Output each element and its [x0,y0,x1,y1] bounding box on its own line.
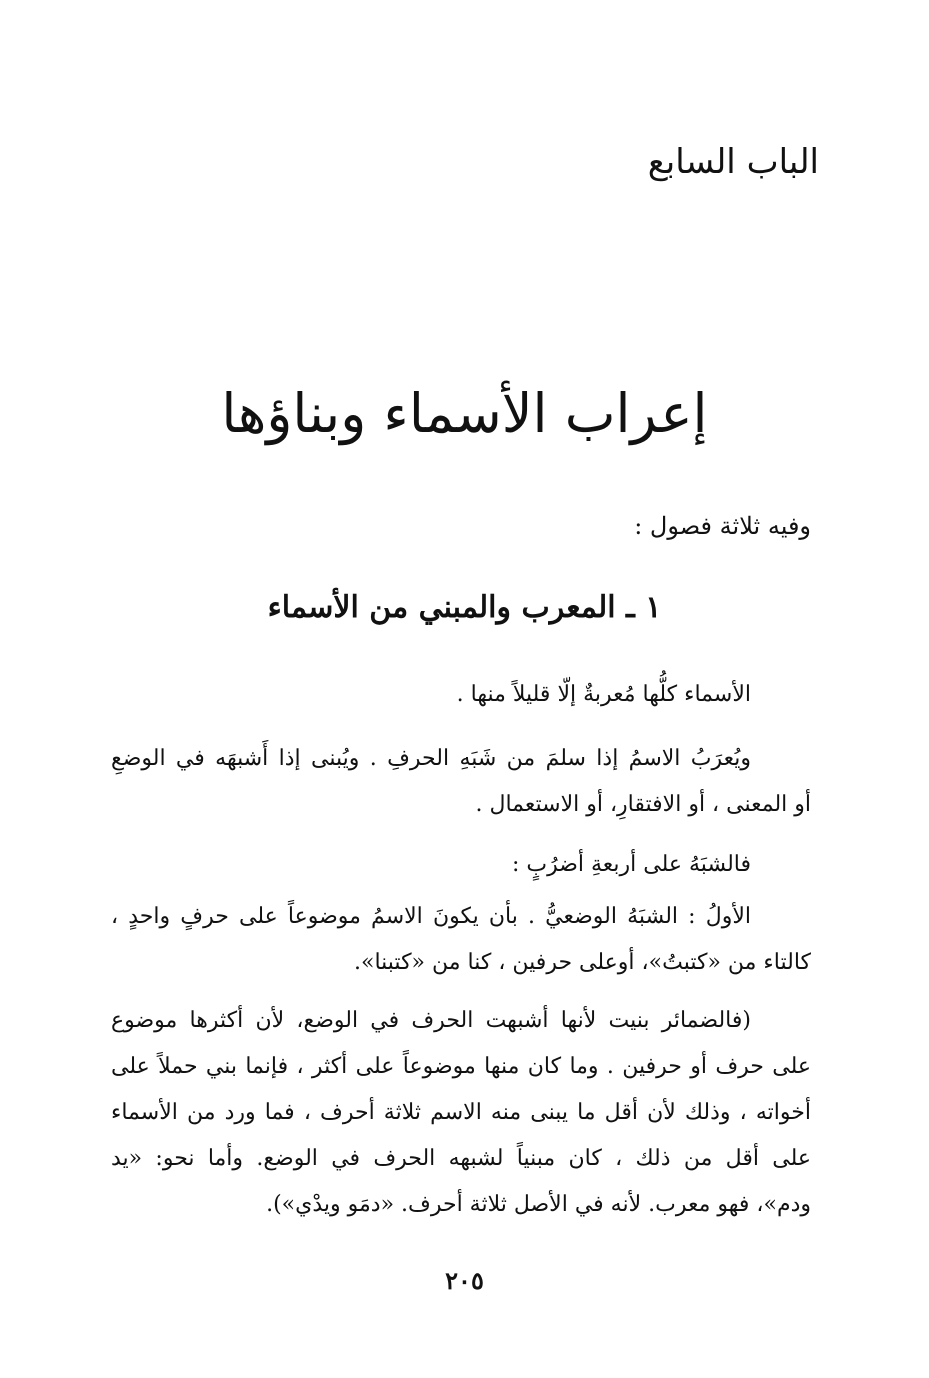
paragraph-line: أو المعنى ، أو الافتقارِ، أو الاستعمال . [475,792,811,817]
section-title: المعرب والمبني من الأسماء [267,590,616,625]
paragraph-line: الأولُ : الشبَهُ الوضعيُّ . بأن يكونَ الاسمُ موضوعاً على حرفٍ واحدٍ ، [111,904,751,929]
paragraph-line: كالتاء من «كتبتُ»، أوعلى حرفين ، كنا من «كتبنا». [354,950,811,975]
paragraph-line: ودم»، فهو معرب. لأنه في الأصل ثلاثة أحرف. «دمَو ويدْي»). [266,1192,811,1217]
paragraph-line: ويُعرَبُ الاسمُ إذا سلمَ من شَبَهِ الحرفِ . ويُبنى إذا أَشبهَه في الوضعِ [111,746,751,771]
paragraph-line: فالشبَهُ على أربعةِ أضرُبٍ : [511,852,751,877]
paragraph-line: على حرف أو حرفين . وما كان منها موضوعاً على أكثر ، فإنما بني حملاً على [111,1054,811,1079]
section-heading [0,590,929,625]
section-number: ١ [645,590,662,625]
paragraph-line: (فالضمائر بنيت لأنها أشبهت الحرف في الوضع، لأن أكثرها موضوع [111,1008,751,1033]
paragraph-line: على أقل من ذلك ، كان مبنياً لشبهه الحرف في الوضع. وأما نحو: «يد [111,1146,811,1171]
intro-text: وفيه ثلاثة فصول : [634,512,811,540]
paragraph-line: الأسماء كلُّها مُعربةٌ إلّا قليلاً منها . [456,682,751,707]
main-title: إعراب الأسماء وبناؤها [221,382,708,445]
section-dash: ـ [615,590,635,625]
paragraph-2 [111,736,811,828]
paragraph-4 [111,894,811,986]
paragraph-line: أخواته ، وذلك لأن أقل ما يبنى منه الاسم ثلاثة أحرف ، فما ورد من الأسماء [111,1100,811,1125]
page-number: ٢٠٥ [445,1266,484,1295]
chapter-label: الباب السابع [647,142,819,182]
paragraph-5 [111,998,811,1228]
paragraph-1 [111,672,811,718]
paragraph-3 [111,842,811,888]
